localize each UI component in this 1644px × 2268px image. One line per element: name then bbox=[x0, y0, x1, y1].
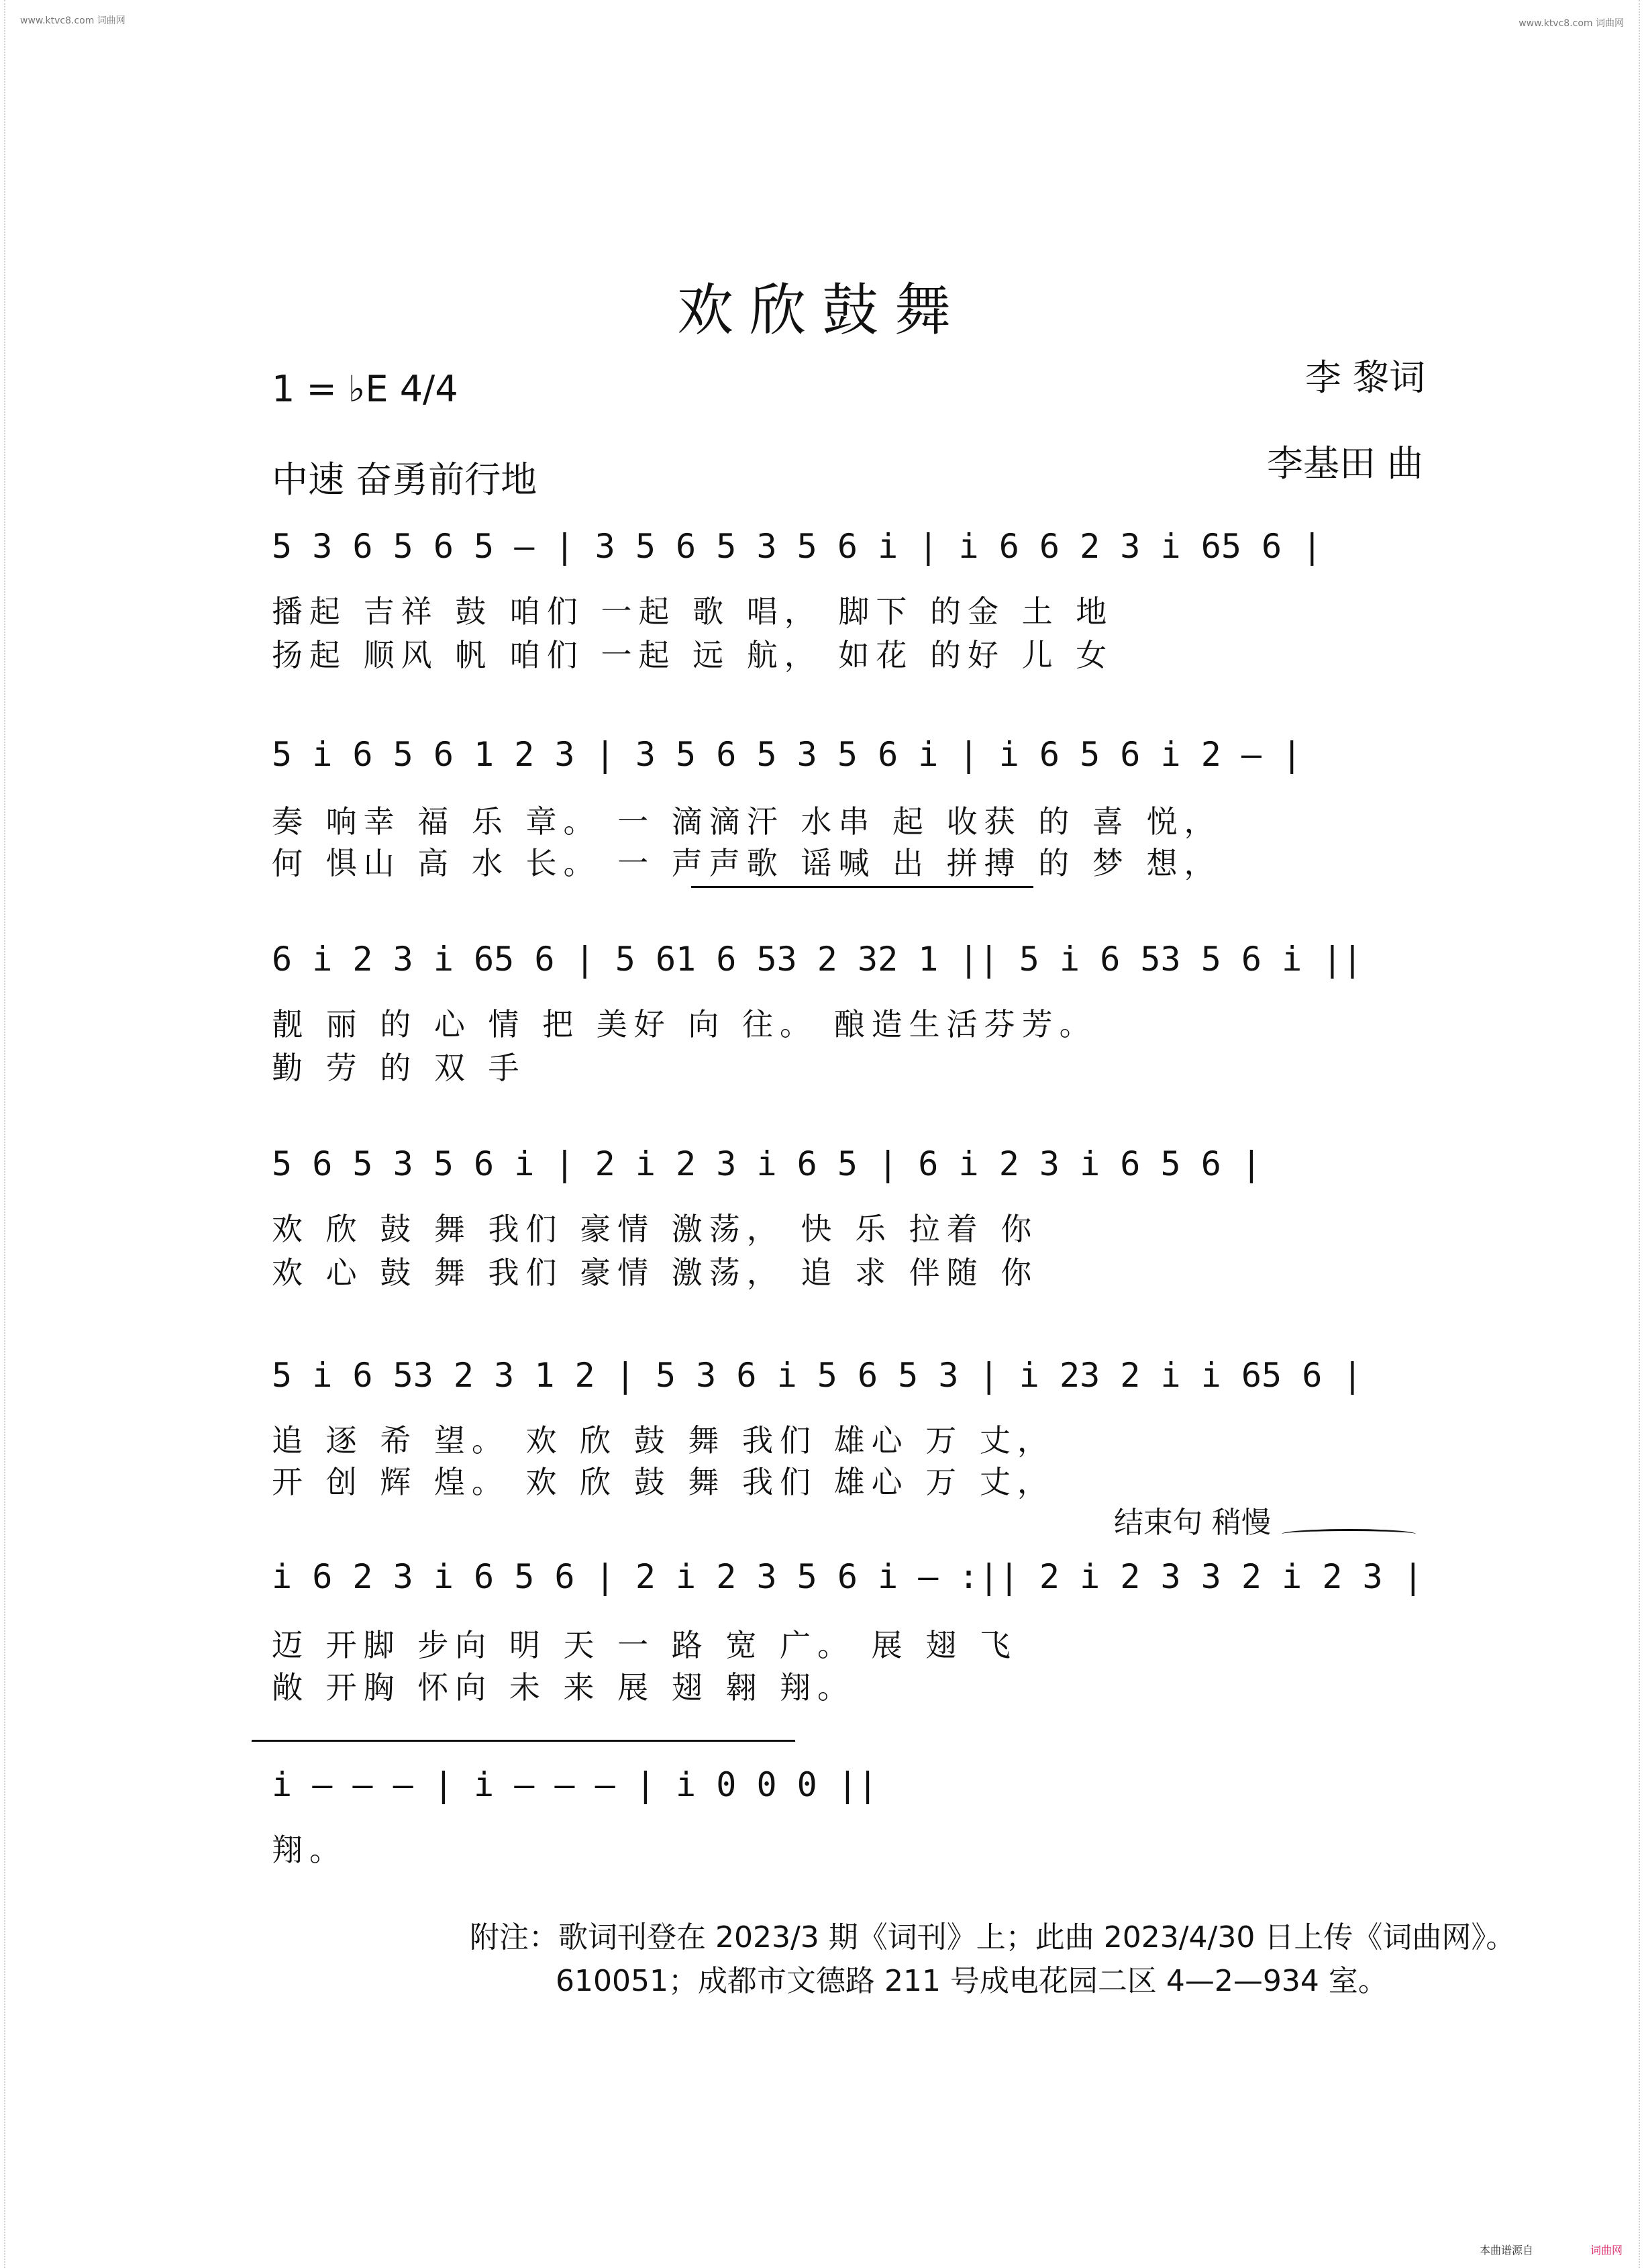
lyrics-row-6-verse-2: 敞 开胸 怀向 未 来 展 翅 翱 翔。 bbox=[272, 1669, 855, 1706]
score-row-1: 5 3 6 5 6 5 — | 3 5 6 5 3 5 6 i | i 6 6 2 3 i 65 6 | bbox=[272, 527, 1323, 566]
tempo-marking: 中速 奋勇前行地 bbox=[272, 458, 537, 501]
lyrics-row-4-verse-1: 欢 欣 鼓 舞 我们 豪情 激荡， 快 乐 拉着 你 bbox=[272, 1211, 1039, 1247]
lyrics-row-7: 翔。 bbox=[272, 1832, 347, 1868]
lyrics-row-2-verse-1: 奏 响幸 福 乐 章。 一 滴滴汗 水串 起 收获 的 喜 悦， bbox=[272, 803, 1222, 840]
score-row-3: 6 i 2 3 i 65 6 | 5 61 6 53 2 32 1 || 5 i 6 53 5 6 i || bbox=[272, 940, 1363, 979]
lyricist-credit: 李 黎词 bbox=[1305, 356, 1426, 399]
source-label: 本曲谱源自 bbox=[1480, 2244, 1534, 2257]
score-row-6: i 6 2 3 i 6 5 6 | 2 i 2 3 5 6 i — :|| 2 i 2 3 3 2 i 2 3 | bbox=[272, 1557, 1423, 1596]
song-title: 欢欣鼓舞 bbox=[676, 277, 967, 343]
watermark-top-left: www.ktvc8.com 词曲网 bbox=[20, 15, 125, 26]
composer-credit: 李基田 曲 bbox=[1267, 442, 1424, 485]
ending-instruction: 结束句 稍慢 bbox=[1114, 1506, 1271, 1540]
lyrics-row-2-verse-2: 何 惧山 高 水 长。 一 声声歌 谣喊 出 拼搏 的 梦 想， bbox=[272, 845, 1222, 881]
lyrics-row-4-verse-2: 欢 心 鼓 舞 我们 豪情 激荡， 追 求 伴随 你 bbox=[272, 1254, 1039, 1291]
score-row-2: 5 i 6 5 6 1 2 3 | 3 5 6 5 3 5 6 i | i 6 5 6 i 2 — | bbox=[272, 735, 1302, 774]
key-signature: 1 = ♭E 4/4 bbox=[272, 368, 458, 410]
lyrics-row-5-verse-2: 开 创 辉 煌。 欢 欣 鼓 舞 我们 雄心 万 丈， bbox=[272, 1464, 1055, 1500]
lyrics-row-1-verse-1: 播起 吉祥 鼓 咱们 一起 歌 唱， 脚下 的金 土 地 bbox=[272, 593, 1114, 630]
score-row-5: 5 i 6 53 2 3 1 2 | 5 3 6 i 5 6 5 3 | i 23 2 i i 65 6 | bbox=[272, 1356, 1363, 1395]
repeat-bracket-line bbox=[691, 886, 1033, 888]
footnote-line-1: 附注：歌词刊登在 2023/3 期《词刊》上；此曲 2023/4/30 日上传《词曲网》。 bbox=[470, 1920, 1516, 1955]
watermark-top-right: www.ktvc8.com 词曲网 bbox=[1519, 18, 1624, 29]
lyrics-row-6-verse-1: 迈 开脚 步向 明 天 一 路 宽 广。 展 翅 飞 bbox=[272, 1627, 1017, 1663]
lyrics-row-1-verse-2: 扬起 顺风 帆 咱们 一起 远 航， 如花 的好 儿 女 bbox=[272, 637, 1114, 673]
lyrics-row-3-verse-2: 勤 劳 的 双 手 bbox=[272, 1050, 526, 1086]
slur-mark bbox=[1282, 1529, 1416, 1539]
brand-label: 词曲网 bbox=[1590, 2244, 1623, 2257]
lyrics-row-3-verse-1: 靓 丽 的 心 情 把 美好 向 往。 酿造生活芬芳。 bbox=[272, 1006, 1097, 1042]
score-row-7: i — — — | i — — — | i 0 0 0 || bbox=[272, 1765, 878, 1804]
score-row-4: 5 6 5 3 5 6 i | 2 i 2 3 i 6 5 | 6 i 2 3 i 6 5 6 | bbox=[272, 1144, 1262, 1183]
lyrics-row-5-verse-1: 追 逐 希 望。 欢 欣 鼓 舞 我们 雄心 万 丈， bbox=[272, 1422, 1055, 1459]
footnote-line-2: 610051；成都市文德路 211 号成电花园二区 4—2—934 室。 bbox=[556, 1964, 1388, 1998]
tie-line-final bbox=[252, 1740, 795, 1742]
